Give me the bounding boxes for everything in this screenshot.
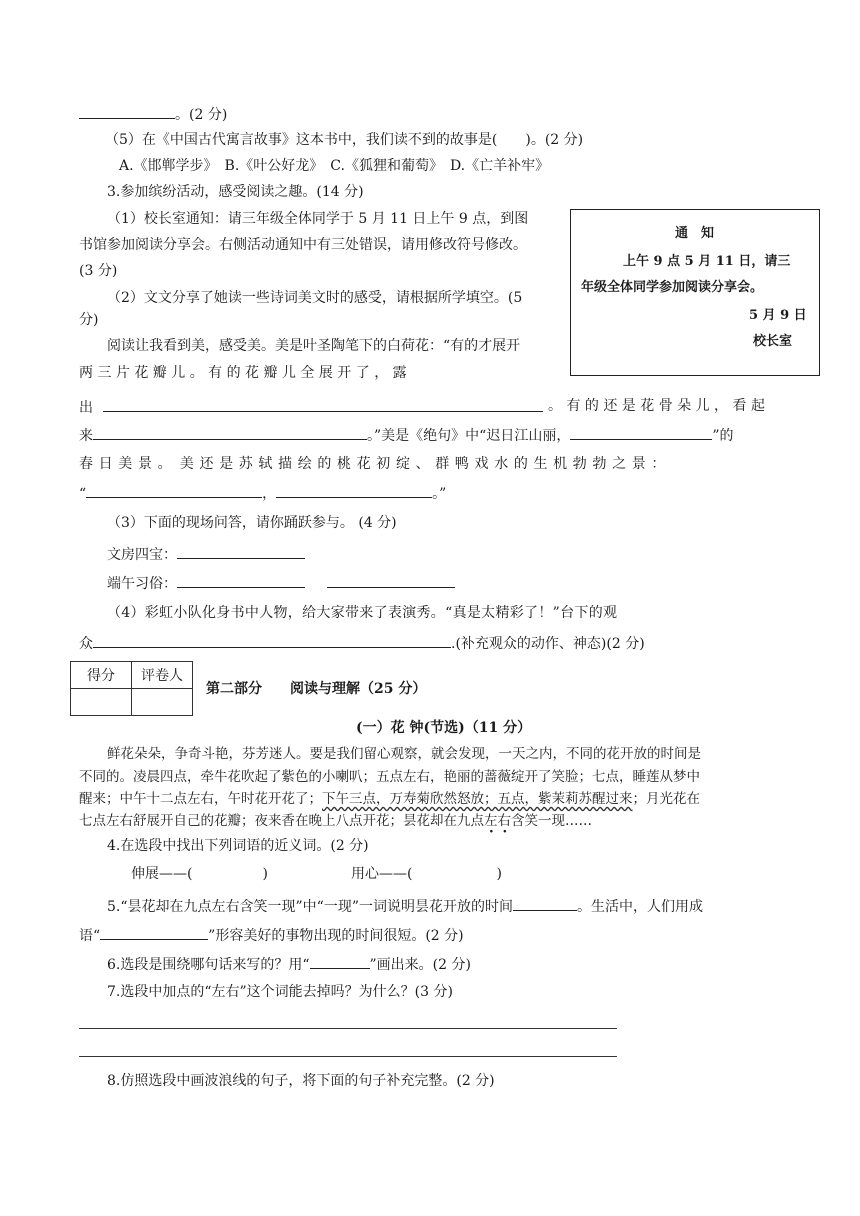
text-fragment: 。” bbox=[432, 486, 447, 502]
q3-2-line1: （2）文文分享了她读一些诗词美文时的感受，请根据所学填空。(5 bbox=[107, 290, 523, 306]
passage-line1: 鲜花朵朵，争奇斗艳，芬芳迷人。要是我们留心观察，就会发现，一天之内，不同的花开放的时间是 bbox=[107, 746, 701, 762]
text-fragment: 语“ bbox=[79, 928, 101, 944]
answer-blank[interactable] bbox=[310, 954, 370, 969]
dotted-char-zuo: 左 bbox=[484, 813, 498, 829]
answer-blank[interactable] bbox=[513, 896, 577, 911]
score-cell[interactable] bbox=[71, 689, 132, 716]
answer-blank[interactable] bbox=[276, 483, 432, 498]
text-fragment: 文房四宝： bbox=[107, 547, 177, 563]
question-title-q4: 4.在选段中找出下列词语的近义词。(2 分) bbox=[107, 838, 369, 854]
answer-blank[interactable] bbox=[93, 425, 367, 440]
text-fragment: 。”美是《绝句》中“迟日江山丽， bbox=[367, 428, 571, 444]
question-q2-5: （5）在《中国古代寓言故事》这本书中，我们读不到的故事是( )。(2 分) bbox=[105, 132, 584, 148]
text-fragment: ”画出来。(2 分) bbox=[369, 957, 471, 973]
q4-item-a: 伸展——( ) bbox=[131, 866, 268, 882]
text-fragment: 众 bbox=[79, 636, 93, 652]
text-fragment: 5.“昙花却在九点左右含笑一现”中“一现”一词说明昙花开放的时间 bbox=[107, 899, 513, 915]
q3-4-line1: （4）彩虹小队化身书中人物，给大家带来了表演秀。“真是太精彩了！”台下的观 bbox=[107, 605, 618, 621]
passage-line2: 不同的。凌晨四点，牵牛花吹起了紫色的小喇叭；五点左右，艳丽的蔷薇绽开了笑脸；七点，睡莲从梦中 bbox=[79, 769, 700, 785]
answer-line-row bbox=[79, 104, 227, 124]
answer-blank[interactable] bbox=[93, 633, 451, 648]
part2-subheading: (一）花 钟(节选)（11 分） bbox=[356, 720, 532, 736]
notice-line2: 年级全体同学参加阅读分享会。 bbox=[581, 280, 764, 295]
q3-2-line8 bbox=[79, 483, 446, 503]
answer-line[interactable] bbox=[79, 1056, 617, 1057]
text-fragment: ；月光花在 bbox=[632, 791, 700, 807]
notice-title: 通 知 bbox=[675, 226, 715, 241]
q3-1-line3: (3 分) bbox=[79, 263, 118, 279]
text-fragment: 6.选段是围绕哪句话来写的？用“ bbox=[107, 957, 310, 973]
text-fragment: 醒来；中午十二点左右，午时花开花了； bbox=[79, 791, 322, 807]
notice-box bbox=[570, 209, 820, 376]
text-fragment: 出 bbox=[79, 400, 93, 416]
q3-4-line2 bbox=[79, 633, 645, 653]
q3-3-a bbox=[107, 544, 305, 564]
answer-line[interactable] bbox=[79, 1028, 617, 1029]
q3-2-line5 bbox=[79, 397, 543, 417]
grader-header: 评卷人 bbox=[132, 662, 193, 689]
answer-blank[interactable] bbox=[177, 573, 305, 588]
text-fragment: ， bbox=[262, 486, 277, 502]
text-fragment: 来 bbox=[79, 428, 93, 444]
score-header: 得分 bbox=[71, 662, 132, 689]
answer-blank[interactable] bbox=[103, 397, 543, 412]
notice-date: 5 月 9 日 bbox=[749, 308, 807, 323]
answer-blank[interactable] bbox=[177, 544, 305, 559]
answer-blank[interactable] bbox=[100, 925, 208, 940]
passage-line3 bbox=[79, 790, 700, 808]
text-fragment: 。生活中，人们用成 bbox=[577, 899, 703, 915]
text-fragment: 含笑一现…… bbox=[511, 813, 592, 829]
text-fragment: ”形容美好的事物出现的时间很短。(2 分) bbox=[208, 928, 464, 944]
text-fragment: .(补充观众的动作、神态)(2 分) bbox=[451, 636, 645, 652]
score-table bbox=[70, 661, 193, 716]
q4-item-b: 用心——( ) bbox=[351, 866, 502, 882]
grader-cell[interactable] bbox=[132, 689, 193, 716]
text-fragment: ”的 bbox=[712, 428, 734, 444]
q3-2-line6 bbox=[79, 425, 734, 445]
q3-1-line1: （1）校长室通知：请三年级全体同学于 5 月 11 日上午 9 点，到图 bbox=[107, 211, 529, 227]
q3-1-line2: 书馆参加阅读分享会。右侧活动通知中有三处错误，请用修改符号修改。 bbox=[79, 237, 527, 253]
points-text: 。(2 分) bbox=[175, 107, 228, 123]
text-fragment: 七点左右舒展开自己的花瓣；夜来香在晚上八点开花；昙花却在九点 bbox=[79, 813, 484, 829]
q3-2-line2: 分) bbox=[79, 312, 99, 328]
q3-3-title: （3）下面的现场问答，请你踊跃参与。 (4 分) bbox=[107, 515, 397, 531]
part2-heading: 第二部分 阅读与理解（25 分） bbox=[206, 681, 427, 697]
q3-2-line4: 两 三 片 花 瓣 儿 。 有 的 花 瓣 儿 全 展 开 了 ， 露 bbox=[79, 365, 407, 381]
notice-sign: 校长室 bbox=[753, 334, 793, 349]
q3-2-line5-tail: 。 有 的 还 是 花 骨 朵 儿 ， 看 起 bbox=[548, 398, 765, 414]
q6-line bbox=[107, 954, 471, 974]
answer-blank[interactable] bbox=[327, 573, 455, 588]
q5-line1 bbox=[107, 896, 703, 916]
options-q2-5: A.《邯郸学步》 B.《叶公好龙》 C.《狐狸和葡萄》 D.《亡羊补牢》 bbox=[119, 158, 550, 174]
wavy-underlined-sentence: 下午三点，万寿菊欣然怒放；五点，紫茉莉苏醒过来 bbox=[322, 791, 633, 807]
question-title-q3: 3.参加缤纷活动，感受阅读之趣。(14 分) bbox=[107, 184, 364, 200]
passage-line4 bbox=[79, 812, 592, 830]
notice-line1: 上午 9 点 5 月 11 日，请三 bbox=[623, 254, 791, 269]
q3-2-line3: 阅读让我看到美，感受美。美是叶圣陶笔下的白荷花：“有的才展开 bbox=[107, 338, 521, 354]
answer-blank[interactable] bbox=[79, 104, 175, 119]
dotted-char-you: 右 bbox=[497, 813, 511, 829]
answer-blank[interactable] bbox=[86, 483, 262, 498]
question-title-q7: 7.选段中加点的“左右”这个词能去掉吗？为什么？(3 分) bbox=[107, 984, 453, 1000]
text-fragment: “ bbox=[79, 486, 87, 502]
q5-line2 bbox=[79, 925, 464, 945]
answer-blank[interactable] bbox=[570, 425, 712, 440]
q3-3-b bbox=[107, 573, 455, 593]
question-title-q8: 8.仿照选段中画波浪线的句子，将下面的句子补充完整。(2 分) bbox=[107, 1073, 495, 1089]
q3-2-line7: 春 日 美 景 。 美 还 是 苏 轼 描 绘 的 桃 花 初 绽 、 群 鸭 戏 水 的 生 机 勃 勃 之 景 ： bbox=[79, 456, 667, 472]
text-fragment: 端午习俗： bbox=[107, 576, 177, 592]
